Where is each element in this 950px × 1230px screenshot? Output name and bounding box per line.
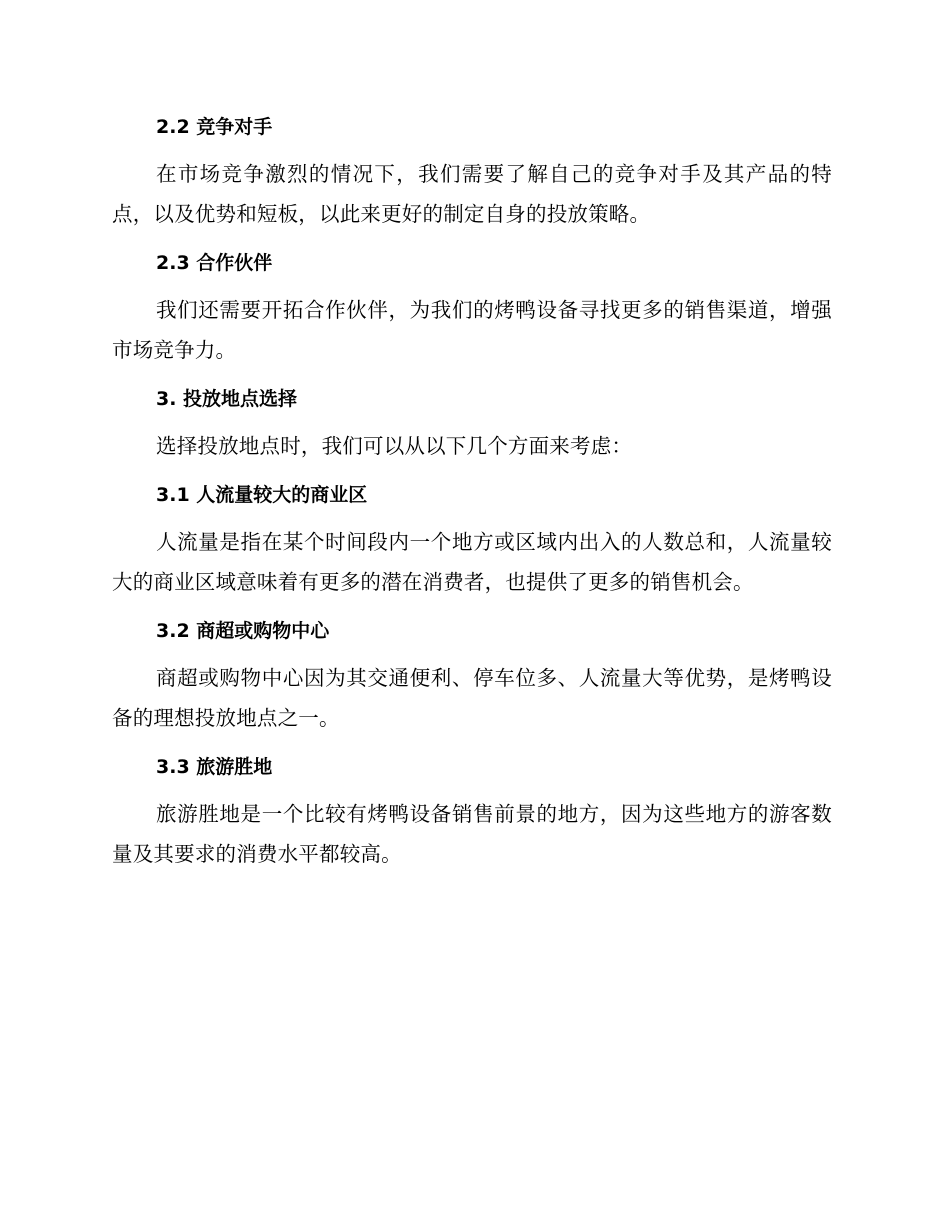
section-paragraph-3-1: 人流量是指在某个时间段内一个地方或区域内出入的人数总和，人流量较大的商业区域意味着有更多的潜在消费者，也提供了更多的销售机会。 bbox=[112, 530, 832, 594]
section-heading-2-3: 2.3 合作伙伴 bbox=[156, 252, 273, 274]
section-heading-3: 3. 投放地点选择 bbox=[156, 388, 298, 410]
section-heading-3-1: 3.1 人流量较大的商业区 bbox=[156, 484, 368, 506]
document-page bbox=[112, 108, 832, 884]
section-paragraph-3: 选择投放地点时，我们可以从以下几个方面来考虑： bbox=[156, 434, 633, 458]
section-paragraph-2-3: 我们还需要开拓合作伙伴，为我们的烤鸭设备寻找更多的销售渠道，增强市场竞争力。 bbox=[112, 298, 832, 362]
section-paragraph-3-2: 商超或购物中心因为其交通便利、停车位多、人流量大等优势，是烤鸭设备的理想投放地点之一。 bbox=[112, 666, 832, 730]
section-heading-2-2: 2.2 竞争对手 bbox=[156, 116, 273, 138]
section-paragraph-2-2: 在市场竞争激烈的情况下，我们需要了解自己的竞争对手及其产品的特点，以及优势和短板，以此来更好的制定自身的投放策略。 bbox=[112, 162, 832, 226]
section-heading-3-2: 3.2 商超或购物中心 bbox=[156, 620, 330, 642]
section-paragraph-3-3: 旅游胜地是一个比较有烤鸭设备销售前景的地方，因为这些地方的游客数量及其要求的消费水平都较高。 bbox=[112, 802, 832, 866]
section-heading-3-3: 3.3 旅游胜地 bbox=[156, 756, 273, 778]
